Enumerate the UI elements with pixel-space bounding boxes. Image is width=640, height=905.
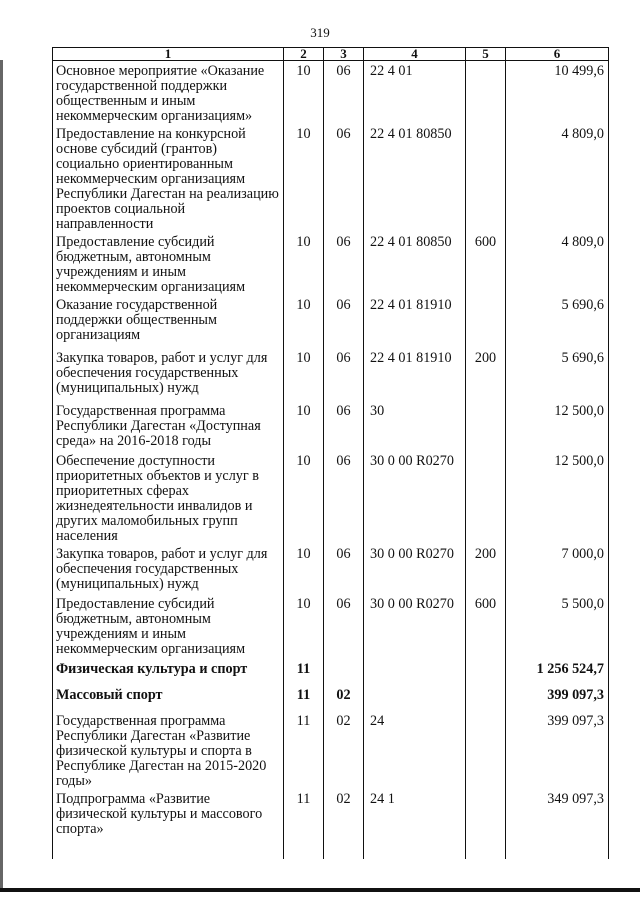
row-expense-type	[466, 711, 506, 789]
table-row	[53, 295, 609, 348]
row-amount: 399 097,3	[506, 711, 609, 789]
header-col-4: 4	[364, 48, 466, 61]
row-section: 11	[284, 789, 324, 859]
row-name: Предоставление субсидий бюджетным, автономным учреждениям и иным некоммерческим организациям	[53, 232, 284, 295]
row-target-code: 22 4 01 81910	[364, 348, 466, 401]
row-target-code: 22 4 01 81910	[364, 295, 466, 348]
row-amount: 12 500,0	[506, 451, 609, 544]
row-name: Подпрограмма «Развитие физической культуры и массового спорта»	[53, 789, 284, 859]
header-col-3: 3	[324, 48, 364, 61]
row-section: 10	[284, 348, 324, 401]
row-expense-type	[466, 451, 506, 544]
table-row	[53, 232, 609, 295]
row-target-code: 24 1	[364, 789, 466, 859]
row-amount: 5 500,0	[506, 594, 609, 659]
row-section: 10	[284, 61, 324, 125]
row-subsection: 02	[324, 685, 364, 711]
row-name: Государственная программа Республики Дагестан «Развитие физической культуры и спорта в Республике Дагестан на 2015-2020 годы»	[53, 711, 284, 789]
row-subsection: 06	[324, 295, 364, 348]
row-amount: 4 809,0	[506, 124, 609, 232]
row-subsection: 06	[324, 594, 364, 659]
row-subsection: 02	[324, 711, 364, 789]
row-section: 11	[284, 659, 324, 685]
row-expense-type	[466, 124, 506, 232]
table-row	[53, 61, 609, 125]
row-name: Предоставление субсидий бюджетным, автономным учреждениям и иным некоммерческим организациям	[53, 594, 284, 659]
row-target-code: 22 4 01	[364, 61, 466, 125]
row-name: Массовый спорт	[53, 685, 284, 711]
row-expense-type	[466, 789, 506, 859]
row-amount: 10 499,6	[506, 61, 609, 125]
row-amount: 1 256 524,7	[506, 659, 609, 685]
row-amount: 399 097,3	[506, 685, 609, 711]
row-subsection: 06	[324, 544, 364, 594]
row-amount: 349 097,3	[506, 789, 609, 859]
row-subsection: 06	[324, 124, 364, 232]
header-col-2: 2	[284, 48, 324, 61]
budget-table	[52, 47, 609, 859]
row-expense-type: 600	[466, 232, 506, 295]
row-name: Закупка товаров, работ и услуг для обеспечения государственных (муниципальных) нужд	[53, 544, 284, 594]
row-section: 11	[284, 711, 324, 789]
row-name: Физическая культура и спорт	[53, 659, 284, 685]
row-section: 10	[284, 594, 324, 659]
row-expense-type: 200	[466, 544, 506, 594]
page-number: 319	[310, 25, 330, 40]
row-subsection: 06	[324, 348, 364, 401]
row-section: 10	[284, 232, 324, 295]
table-row	[53, 401, 609, 451]
row-amount: 4 809,0	[506, 232, 609, 295]
row-name: Закупка товаров, работ и услуг для обеспечения государственных (муниципальных) нужд	[53, 348, 284, 401]
row-subsection	[324, 659, 364, 685]
row-target-code: 22 4 01 80850	[364, 232, 466, 295]
table-row	[53, 594, 609, 659]
row-expense-type: 600	[466, 594, 506, 659]
table-row	[53, 451, 609, 544]
row-target-code: 24	[364, 711, 466, 789]
row-expense-type	[466, 401, 506, 451]
row-name: Предоставление на конкурсной основе субсидий (грантов) социально ориентированным некоммерческим организациям Республики Дагестан на реализацию проектов социальной направленности	[53, 124, 284, 232]
row-name: Государственная программа Республики Дагестан «Доступная среда» на 2016-2018 годы	[53, 401, 284, 451]
row-expense-type	[466, 659, 506, 685]
row-target-code: 30	[364, 401, 466, 451]
row-amount: 5 690,6	[506, 295, 609, 348]
row-subsection: 06	[324, 401, 364, 451]
row-section: 10	[284, 451, 324, 544]
header-row	[53, 48, 609, 61]
row-target-code	[364, 659, 466, 685]
row-target-code: 22 4 01 80850	[364, 124, 466, 232]
header-col-6: 6	[506, 48, 609, 61]
row-section: 11	[284, 685, 324, 711]
row-subsection: 06	[324, 61, 364, 125]
row-expense-type	[466, 685, 506, 711]
row-target-code: 30 0 00 R0270	[364, 451, 466, 544]
row-subsection: 02	[324, 789, 364, 859]
table-row	[53, 685, 609, 711]
table-row	[53, 124, 609, 232]
row-amount: 12 500,0	[506, 401, 609, 451]
row-subsection: 06	[324, 451, 364, 544]
table-row	[53, 544, 609, 594]
row-name: Основное мероприятие «Оказание государственной поддержки общественным и иным некоммерческим организациям»	[53, 61, 284, 125]
scan-edge	[0, 60, 3, 890]
row-section: 10	[284, 295, 324, 348]
header-col-5: 5	[466, 48, 506, 61]
row-section: 10	[284, 401, 324, 451]
row-amount: 7 000,0	[506, 544, 609, 594]
row-target-code	[364, 685, 466, 711]
row-expense-type	[466, 61, 506, 125]
row-name: Обеспечение доступности приоритетных объектов и услуг в приоритетных сферах жизнедеятельности инвалидов и других маломобильных групп населения	[53, 451, 284, 544]
row-expense-type: 200	[466, 348, 506, 401]
table-row	[53, 711, 609, 789]
row-section: 10	[284, 544, 324, 594]
row-target-code: 30 0 00 R0270	[364, 594, 466, 659]
row-subsection: 06	[324, 232, 364, 295]
header-col-1: 1	[53, 48, 284, 61]
scan-bottom-edge	[0, 888, 640, 892]
row-target-code: 30 0 00 R0270	[364, 544, 466, 594]
table-row	[53, 789, 609, 859]
table-row	[53, 659, 609, 685]
row-section: 10	[284, 124, 324, 232]
row-name: Оказание государственной поддержки общественным организациям	[53, 295, 284, 348]
table-row	[53, 348, 609, 401]
row-amount: 5 690,6	[506, 348, 609, 401]
row-expense-type	[466, 295, 506, 348]
